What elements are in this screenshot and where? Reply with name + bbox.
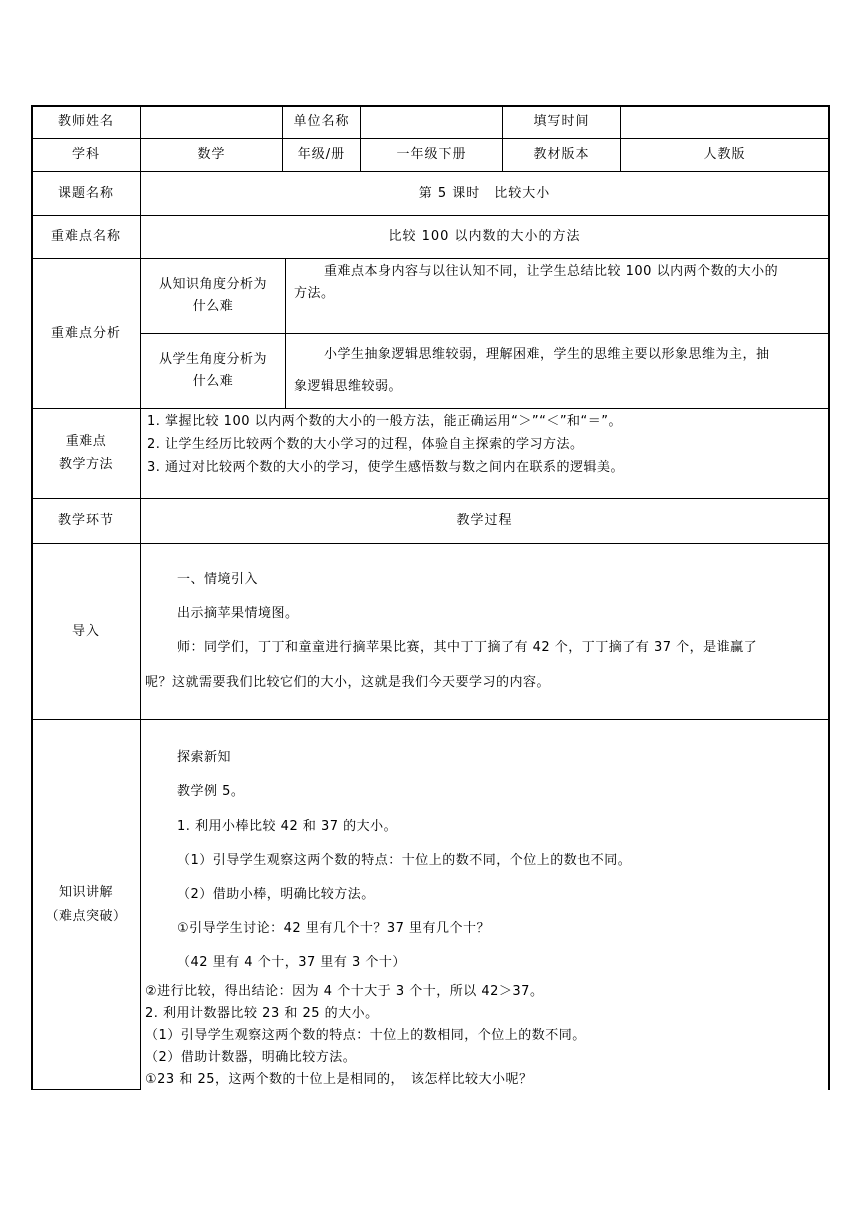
teaching-stage-header: 教学环节 <box>57 513 114 528</box>
method-item: 3. 通过对比较两个数的大小的学习，使学生感悟数与数之间内在联系的逻辑美。 <box>147 460 625 475</box>
teacher-name-label: 教师姓名 <box>57 114 114 129</box>
knowledge-label-line2: （难点突破） <box>45 909 127 924</box>
method-item: 2. 让学生经历比较两个数的大小学习的过程，体验自主探索的学习方法。 <box>147 437 584 452</box>
knowledge-line: 1. 利用小棒比较 42 和 37 的大小。 <box>177 819 398 834</box>
intro-line: 一、情境引入 <box>177 572 259 587</box>
edition-label: 教材版本 <box>533 147 590 162</box>
intro-label: 导入 <box>71 623 100 639</box>
subject-value: 数学 <box>197 147 226 162</box>
intro-line: 呢？这就需要我们比较它们的大小，这就是我们今天要学习的内容。 <box>145 675 551 690</box>
analysis-label: 重难点分析 <box>50 325 121 341</box>
knowledge-line: （2）借助计数器，明确比较方法。 <box>145 1050 357 1065</box>
knowledge-content <box>141 720 828 1090</box>
student-angle-label-line2: 什么难 <box>192 374 234 389</box>
method-label-line1: 重难点 <box>65 434 107 449</box>
method-item: 1. 掌握比较 100 以内两个数的大小的一般方法，能正确运用“＞”“＜”和“＝”。 <box>147 414 623 429</box>
knowledge-angle-text-line2: 方法。 <box>294 286 335 301</box>
student-angle-text-line1: 小学生抽象逻辑思维较弱，理解困难，学生的思维主要以形象思维为主，抽 <box>324 347 770 362</box>
knowledge-label <box>32 720 140 1090</box>
intro-content <box>141 544 828 719</box>
knowledge-line: 教学例 5。 <box>177 784 245 799</box>
fill-time-field[interactable] <box>621 106 828 138</box>
knowledge-line: ①引导学生讨论：42 里有几个十？37 里有几个十？ <box>177 921 491 936</box>
student-angle-text-line2: 象逻辑思维较弱。 <box>294 379 403 394</box>
knowledge-line: 2. 利用计数器比较 23 和 25 的大小。 <box>145 1006 379 1021</box>
knowledge-line: （1）引导学生观察这两个数的特点：十位上的数相同，个位上的数不同。 <box>145 1028 586 1043</box>
method-label-line2: 教学方法 <box>58 457 113 472</box>
knowledge-angle-label-line1: 从知识角度分析为 <box>158 277 267 292</box>
lesson-title-value: 第 5 课时 比较大小 <box>418 185 551 201</box>
fill-time-label: 填写时间 <box>533 114 590 129</box>
method-items <box>141 409 828 498</box>
knowledge-angle-label <box>141 259 285 333</box>
knowledge-line: （1）引导学生观察这两个数的特点：十位上的数不同，个位上的数也不同。 <box>177 853 632 868</box>
grade-value: 一年级下册 <box>396 147 467 162</box>
unit-name-label: 单位名称 <box>293 114 350 129</box>
subject-label: 学科 <box>71 147 100 162</box>
table-border-right <box>828 105 830 1090</box>
lesson-title-label: 课题名称 <box>57 185 114 201</box>
knowledge-line: （42 里有 4 个十，37 里有 3 个十） <box>177 955 406 970</box>
student-angle-text <box>286 334 828 408</box>
intro-line: 出示摘苹果情境图。 <box>177 606 299 621</box>
knowledge-line: ②进行比较，得出结论：因为 4 个十大于 3 个十，所以 42＞37。 <box>145 984 544 999</box>
keypoint-label: 重难点名称 <box>50 229 121 244</box>
knowledge-angle-label-line2: 什么难 <box>192 299 234 314</box>
student-angle-label <box>141 334 285 408</box>
method-label <box>32 409 140 498</box>
student-angle-label-line1: 从学生角度分析为 <box>158 352 267 367</box>
knowledge-line: 探索新知 <box>177 750 232 765</box>
knowledge-angle-text-line1: 重难点本身内容与以往认知不同，让学生总结比较 100 以内两个数的大小的 <box>324 264 779 279</box>
knowledge-line: ①23 和 25，这两个数的十位上是相同的， 该怎样比较大小呢？ <box>145 1072 533 1087</box>
teacher-name-field[interactable] <box>141 106 282 138</box>
knowledge-angle-text <box>286 259 828 333</box>
edition-value: 人教版 <box>703 147 746 162</box>
keypoint-value: 比较 100 以内数的大小的方法 <box>388 229 581 244</box>
teaching-process-header: 教学过程 <box>456 513 513 528</box>
unit-name-field[interactable] <box>361 106 502 138</box>
knowledge-label-line1: 知识讲解 <box>58 885 113 900</box>
grade-label: 年级/册 <box>297 147 346 162</box>
intro-line: 师：同学们，丁丁和童童进行摘苹果比赛，其中丁丁摘了有 42 个，丁丁摘了有 37 个，是谁赢了 <box>177 640 758 655</box>
knowledge-line: （2）借助小棒，明确比较方法。 <box>177 887 375 902</box>
